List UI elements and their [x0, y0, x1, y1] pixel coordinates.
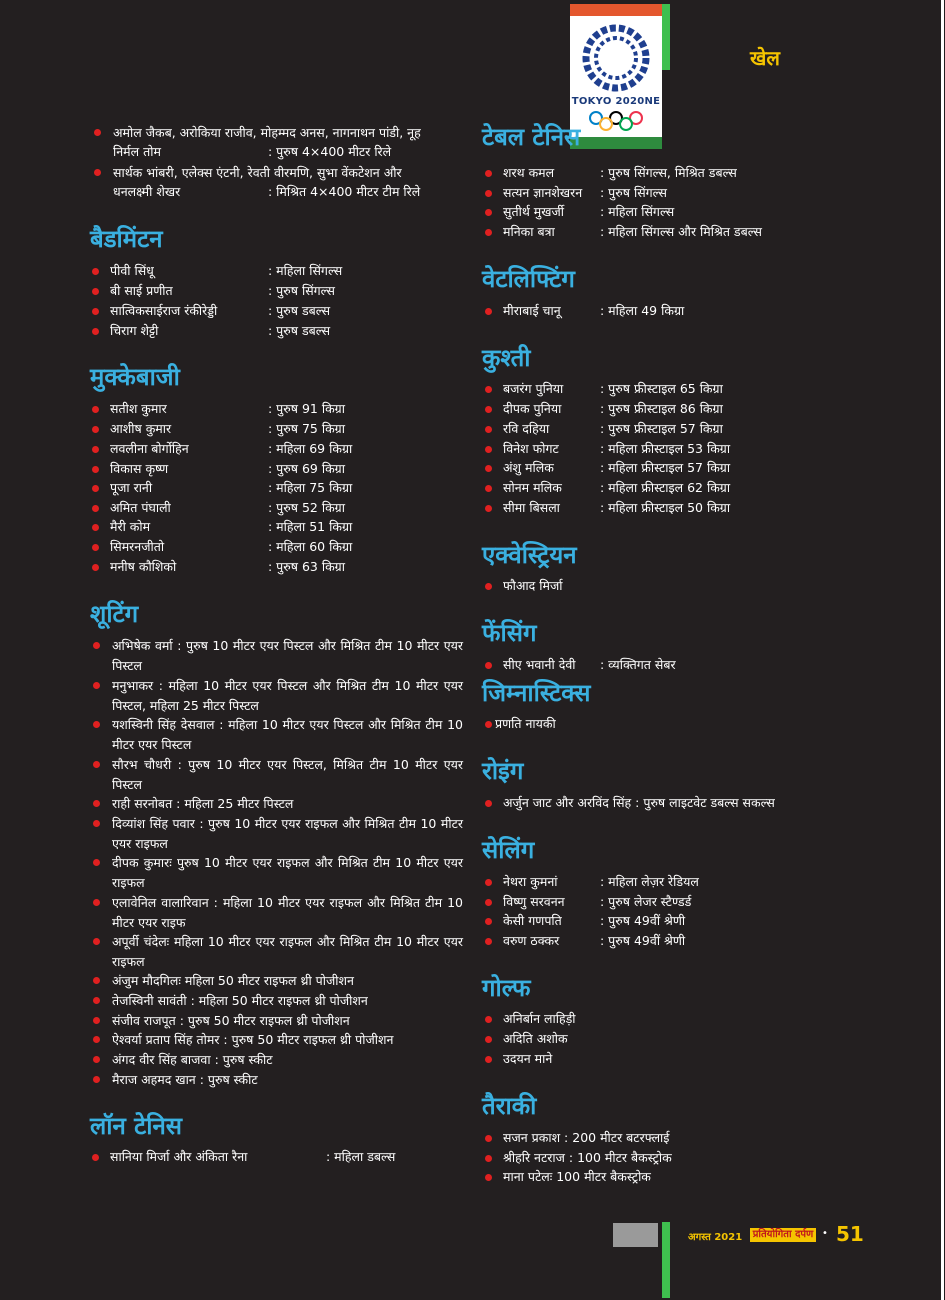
- footer-green-bar: [662, 1222, 670, 1298]
- olympic-rings-icon: [586, 110, 646, 132]
- bullet-icon: [92, 446, 99, 453]
- heading-fencing: फेंसिंग: [482, 619, 537, 647]
- relay-item: अमोल जैकब, अरोकिया राजीव, मोहम्मद अनस, नागनाथन पांडी, नूह: [113, 123, 463, 143]
- bullet-icon: [485, 406, 492, 413]
- bullet-icon: [485, 209, 492, 216]
- bullet-icon: [92, 485, 99, 492]
- footer-gray-block: [613, 1223, 658, 1247]
- list-item: अंजुम मौदगिलः महिला 50 मीटर राइफल थ्री पोजीशन: [112, 971, 463, 991]
- page-number: 51: [836, 1222, 864, 1246]
- bullet-icon: [485, 800, 492, 807]
- bullet-icon: [93, 1076, 100, 1083]
- list-item: तेजस्विनी सावंती : महिला 50 मीटर राइफल थ्री पोजीशन: [112, 991, 463, 1011]
- bullet-icon: [485, 1174, 492, 1181]
- heading-table-tennis: टेबल टेनिस: [482, 123, 581, 151]
- bullet-icon: [94, 129, 101, 136]
- logo-bottom-stripe: [570, 137, 662, 149]
- bullet-icon: [485, 426, 492, 433]
- bullet-icon: [485, 879, 492, 886]
- heading-lawn-tennis: लॉन टेनिस: [90, 1112, 183, 1140]
- bullet-icon: [93, 1036, 100, 1043]
- bullet-icon: [93, 938, 100, 945]
- bullet-icon: [92, 308, 99, 315]
- bullet-icon: [92, 1154, 99, 1161]
- bullet-icon: [485, 386, 492, 393]
- bullet-icon: [92, 564, 99, 571]
- bullet-icon: [485, 308, 492, 315]
- bullet-icon: [93, 642, 100, 649]
- bullet-icon: [485, 918, 492, 925]
- bullet-icon: [92, 406, 99, 413]
- bullet-icon: [93, 761, 100, 768]
- list-item: एलावेनिल वालारिवान : महिला 10 मीटर एयर राइफल और मिश्रित टीम 10 मीटर एयर राइफ: [112, 893, 463, 932]
- bullet-icon: [485, 446, 492, 453]
- bullet-icon: [485, 170, 492, 177]
- heading-shooting: शूटिंग: [90, 600, 139, 628]
- bullet-icon: [94, 169, 101, 176]
- list-item: ऐश्वर्या प्रताप सिंह तोमर : पुरुष 50 मीटर राइफल थ्री पोजीशन: [112, 1030, 463, 1050]
- bullet-icon: [485, 583, 492, 590]
- bullet-icon: [93, 721, 100, 728]
- magazine-logo: प्रतियोगिता दर्पण: [750, 1228, 816, 1242]
- relay-item: सार्थक भांबरी, एलेक्स एंटनी, रेवती वीरमणि, सुभा वेंकटेशन और: [113, 163, 463, 183]
- page-edge-line: [941, 0, 944, 1300]
- header-green-bar: [662, 4, 670, 70]
- list-item: दीपक कुमारः पुरुष 10 मीटर एयर राइफल और मिश्रित टीम 10 मीटर एयर राइफल: [112, 853, 463, 892]
- section-tag: खेल: [750, 46, 780, 70]
- heading-swimming: तैराकी: [482, 1092, 537, 1120]
- bullet-icon: [93, 977, 100, 984]
- list-item: मनुभाकर : महिला 10 मीटर एयर पिस्टल और मिश्रित टीम 10 मीटर एयर पिस्टल, महिला 25 मीटर पिस्टल: [112, 676, 463, 715]
- bullet-icon: [93, 682, 100, 689]
- bullet-icon: [485, 485, 492, 492]
- bullet-icon: [93, 820, 100, 827]
- bullet-icon: [485, 662, 492, 669]
- bullet-icon: [485, 1135, 492, 1142]
- list-item: यशस्विनी सिंह देसवाल : महिला 10 मीटर एयर पिस्टल और मिश्रित टीम 10 मीटर एयर पिस्टल: [112, 715, 463, 754]
- bullet-icon: [92, 426, 99, 433]
- bullet-icon: [93, 997, 100, 1004]
- heading-equestrian: एक्वेस्ट्रियन: [482, 541, 577, 569]
- bullet-icon: [485, 1155, 492, 1162]
- list-item: अंगद वीर सिंह बाजवा : पुरुष स्कीट: [112, 1050, 463, 1070]
- bullet-icon: [92, 328, 99, 335]
- bullet-icon: [92, 466, 99, 473]
- heading-gymnastics: जिम्नास्टिक्स: [482, 679, 591, 707]
- list-item: अपूर्वी चंदेलः महिला 10 मीटर एयर राइफल और मिश्रित टीम 10 मीटर एयर राइफल: [112, 932, 463, 971]
- bullet-icon: [92, 524, 99, 531]
- tokyo-emblem-icon: [570, 18, 662, 98]
- heading-golf: गोल्फ: [482, 974, 531, 1002]
- bullet-icon: [92, 544, 99, 551]
- list-item: राही सरनोबत : महिला 25 मीटर पिस्टल: [112, 794, 463, 814]
- bullet-icon: [485, 1056, 492, 1063]
- list-item: दिव्यांश सिंह पवार : पुरुष 10 मीटर एयर राइफल और मिश्रित टीम 10 मीटर एयर राइफल: [112, 814, 463, 853]
- bullet-icon: [485, 1036, 492, 1043]
- bullet-icon: [92, 268, 99, 275]
- heading-wrestling: कुश्ती: [482, 344, 531, 372]
- bullet-icon: [93, 859, 100, 866]
- bullet-icon: [485, 899, 492, 906]
- list-item: अभिषेक वर्मा : पुरुष 10 मीटर एयर पिस्टल और मिश्रित टीम 10 मीटर एयर पिस्टल: [112, 636, 463, 675]
- bullet-icon: [485, 721, 492, 728]
- logo-top-stripe: [570, 4, 662, 16]
- bullet-icon: [485, 505, 492, 512]
- bullet-icon: [93, 800, 100, 807]
- heading-badminton: बैडमिंटन: [90, 225, 163, 253]
- tokyo-olympics-logo: [570, 4, 662, 149]
- heading-weightlifting: वेटलिफ्टिंग: [482, 265, 575, 293]
- bullet-icon: [485, 1016, 492, 1023]
- bullet-icon: [93, 1056, 100, 1063]
- heading-rowing: रोइंग: [482, 757, 524, 785]
- bullet-icon: [93, 1017, 100, 1024]
- footer-date: अगस्त 2021: [688, 1232, 743, 1243]
- bullet-icon: [485, 229, 492, 236]
- bullet-icon: [485, 938, 492, 945]
- list-item: मैराज अहमद खान : पुरुष स्कीट: [112, 1070, 463, 1090]
- list-item: संजीव राजपूत : पुरुष 50 मीटर राइफल थ्री पोजीशन: [112, 1011, 463, 1031]
- bullet-icon: [485, 465, 492, 472]
- heading-sailing: सेलिंग: [482, 836, 535, 864]
- footer-separator: •: [822, 1228, 828, 1239]
- heading-boxing: मुक्केबाजी: [90, 363, 180, 391]
- list-item: सौरभ चौधरी : पुरुष 10 मीटर एयर पिस्टल, मिश्रित टीम 10 मीटर एयर पिस्टल: [112, 755, 463, 794]
- bullet-icon: [92, 288, 99, 295]
- bullet-icon: [93, 899, 100, 906]
- bullet-icon: [92, 505, 99, 512]
- bullet-icon: [485, 190, 492, 197]
- logo-text: TOKYO 2020NE: [571, 96, 661, 107]
